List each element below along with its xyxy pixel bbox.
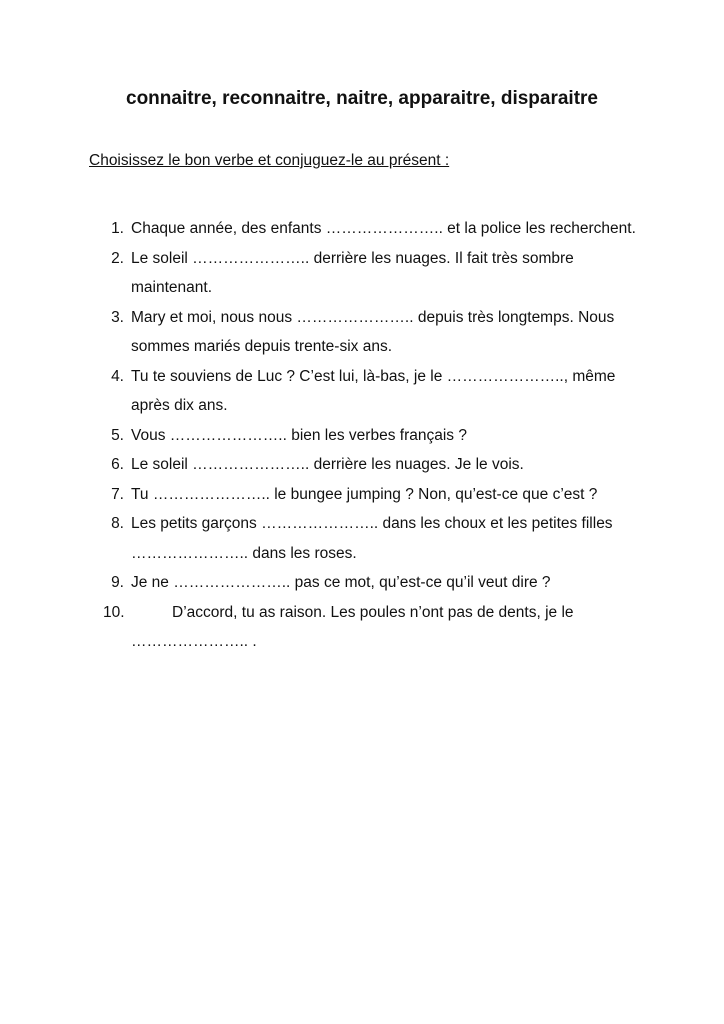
item-text: Les petits garçons ………………….. dans les choux et les petites filles ………………….. dans les roses.	[131, 515, 613, 562]
item-number: 1.	[111, 220, 124, 237]
exercise-item	[100, 450, 640, 480]
item-text: Mary et moi, nous nous ………………….. depuis très longtemps. Nous sommes mariés depuis trente-six ans.	[131, 308, 615, 355]
exercise-item	[100, 509, 640, 568]
item-text: Le soleil ………………….. derrière les nuages. Je le vois.	[131, 456, 524, 473]
exercise-item	[100, 568, 640, 598]
item-text: D’accord, tu as raison. Les poules n’ont pas de dents, je le ………………….. .	[131, 603, 574, 650]
item-text: Vous ………………….. bien les verbes français ?	[131, 426, 467, 444]
item-text: Chaque année, des enfants ………………….. et la police les recherchent.	[131, 220, 636, 237]
exercise-list	[100, 214, 640, 657]
exercise-item	[100, 421, 640, 451]
item-number: 4.	[111, 367, 124, 385]
item-text: Tu ………………….. le bungee jumping ? Non, qu’est-ce que c’est ?	[131, 485, 598, 503]
item-number: 9.	[111, 574, 124, 591]
item-number: 2.	[111, 249, 124, 267]
item-text: Je ne ………………….. pas ce mot, qu’est-ce qu’il veut dire ?	[131, 574, 551, 591]
item-number: 10.	[103, 603, 125, 621]
item-number: 7.	[111, 485, 124, 503]
instruction-text: Choisissez le bon verbe et conjuguez-le au présent :	[89, 152, 450, 169]
exercise-item	[100, 244, 640, 303]
item-number: 3.	[111, 308, 124, 326]
exercise-item	[100, 480, 640, 510]
item-text: Tu te souviens de Luc ? C’est lui, là-bas, je le ………………….., même après dix ans.	[131, 367, 616, 414]
exercise-item	[100, 362, 640, 421]
exercise-item	[100, 214, 640, 244]
worksheet-title: connaitre, reconnaitre, naitre, apparaitre, disparaitre	[126, 88, 598, 109]
exercise-item	[100, 598, 640, 657]
exercise-item	[100, 303, 640, 362]
item-text: Le soleil ………………….. derrière les nuages. Il fait très sombre maintenant.	[131, 249, 574, 296]
item-number: 5.	[111, 426, 124, 444]
item-number: 6.	[111, 456, 124, 473]
item-number: 8.	[111, 515, 124, 532]
